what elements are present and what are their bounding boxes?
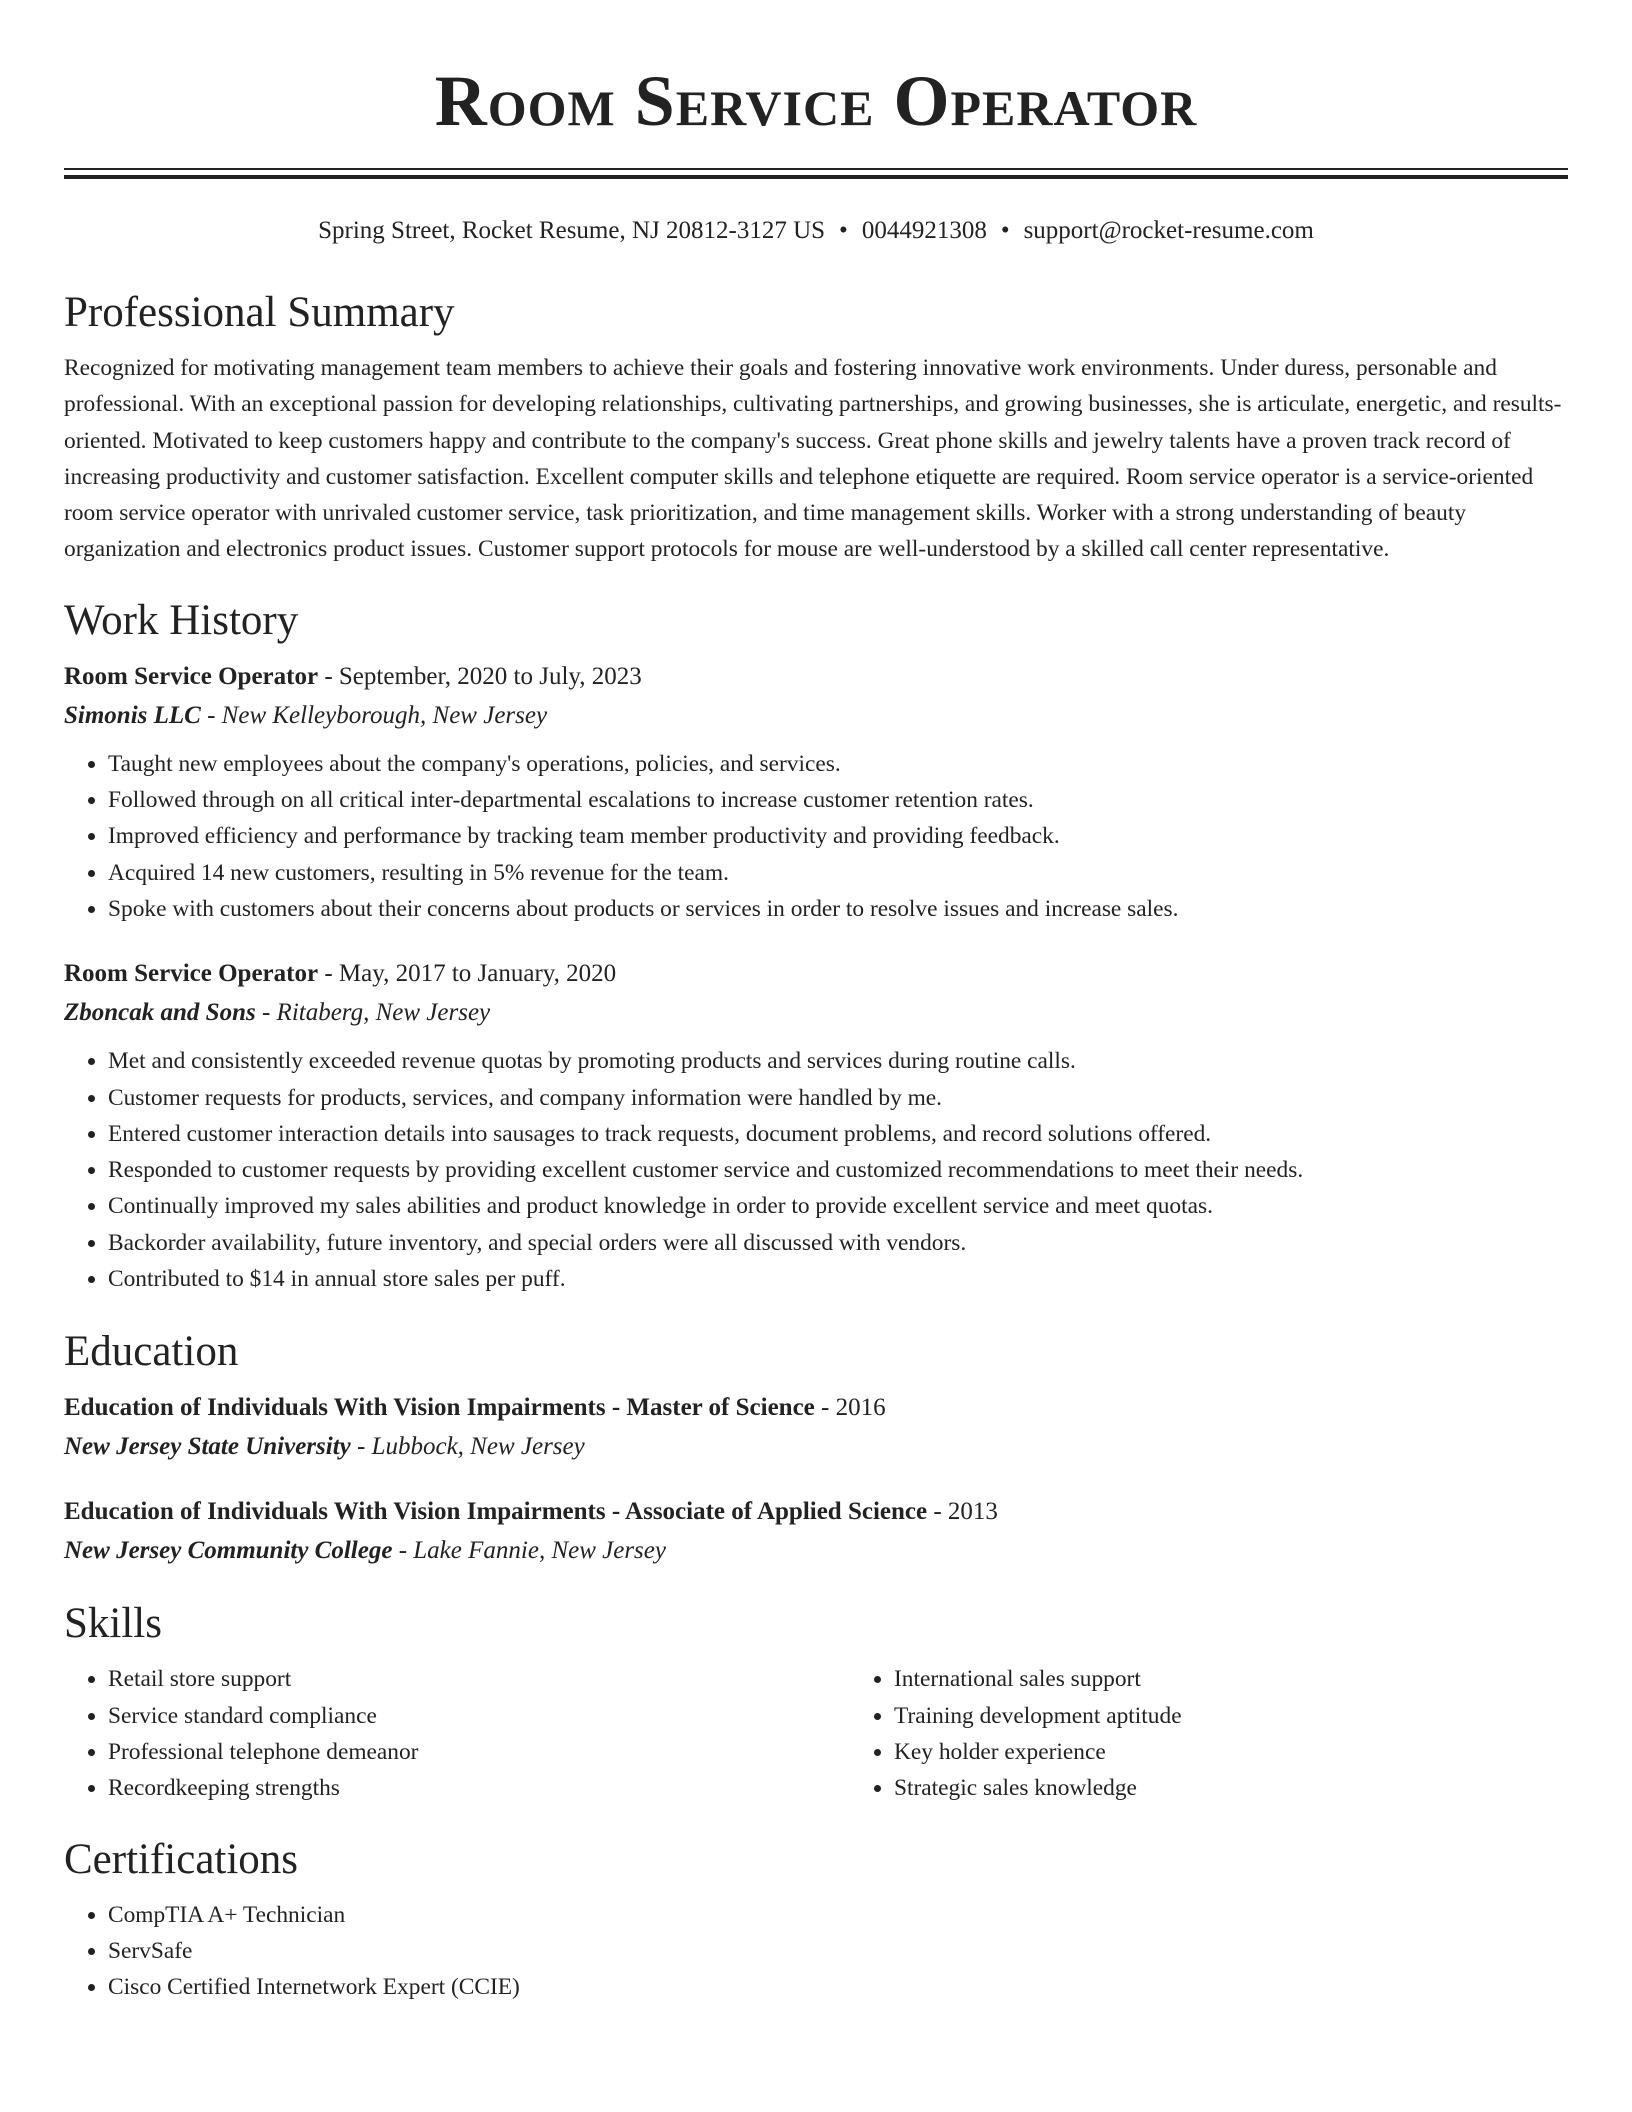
header-divider-thick: [64, 175, 1568, 179]
job-location: - Ritaberg, New Jersey: [255, 999, 491, 1027]
skills-section: [64, 1597, 1568, 1806]
job-company-line: [64, 696, 1568, 736]
education-school: New Jersey State University: [64, 1433, 351, 1461]
resume-name-heading: Room Service Operator: [434, 61, 1198, 141]
skill-item: • Strategic sales knowledge: [894, 1770, 1632, 1806]
certification-item: • ServSafe: [108, 1933, 1568, 1969]
skill-item: • Retail store support: [108, 1661, 850, 1697]
section-heading-work-history: Work History: [64, 596, 299, 644]
skill-item: • Training development aptitude: [894, 1698, 1632, 1734]
job-bullet: • Improved efficiency and performance by tracking team member productivity and providing feedback.: [108, 818, 1568, 854]
certification-item: • Cisco Certified Internetwork Expert (CCIE): [108, 1969, 1568, 2005]
job-title-line: [64, 658, 1568, 696]
education-degree: Education of Individuals With Vision Impairments - Master of Science: [64, 1394, 815, 1422]
job-dates: - September, 2020 to July, 2023: [318, 662, 642, 690]
job-bullet-list: [64, 1043, 1568, 1297]
section-heading-summary: Professional Summary: [64, 289, 455, 336]
skills-columns: [64, 1661, 1568, 1806]
education-entry: [64, 1389, 1568, 1467]
section-heading-education: Education: [64, 1328, 239, 1376]
education-location: - Lake Fannie, New Jersey: [392, 1537, 666, 1565]
job-bullet: • Followed through on all critical inter-departmental escalations to increase customer retention rates.: [108, 782, 1568, 818]
contact-separator: •: [1000, 217, 1010, 244]
skill-item: • Professional telephone demeanor: [108, 1734, 850, 1770]
education-school-line: [64, 1427, 1568, 1467]
work-history-section: [64, 594, 1568, 1298]
job-bullet: • Entered customer interaction details into sausages to track requests, document problems, and record solutions offered.: [108, 1116, 1568, 1152]
summary-text: Recognized for motivating management team members to achieve their goals and fostering innovative work environments. Under duress, personable and professional. With an exceptional passion for developing relationships, cultivating partnerships, and growing businesses, she is articulate, energetic, and results-oriented. Motivated to keep customers happy and contribute to the company's success. Great phone skills and jewelry talents have a proven track record of increasing productivity and customer satisfaction. Excellent computer skills and telephone etiquette are required. Room service operator is a service-oriented room service operator with unrivaled customer service, task prioritization, and time management skills. Worker with a strong understanding of beauty organization and electronics product issues. Customer support protocols for mouse are well-understood by a skilled call center representative.: [64, 355, 1562, 563]
education-entry: [64, 1493, 1568, 1571]
job-bullet: • Customer requests for products, services, and company information were handled by me.: [108, 1080, 1568, 1116]
skills-list-left: [64, 1661, 850, 1806]
job-company: Simonis LLC: [64, 701, 201, 729]
job-bullet: • Continually improved my sales abilities and product knowledge in order to provide excellent service and meet quotas.: [108, 1188, 1568, 1224]
contact-email: support@rocket-resume.com: [1023, 217, 1314, 244]
job-bullet: • Backorder availability, future inventory, and special orders were all discussed with vendors.: [108, 1225, 1568, 1261]
skill-item: • Service standard compliance: [108, 1698, 850, 1734]
contact-line: [0, 214, 1632, 248]
job-bullet-list: [64, 746, 1568, 927]
contact-separator: •: [839, 217, 848, 244]
education-school-line: [64, 1531, 1568, 1571]
skill-item: • International sales support: [894, 1661, 1632, 1697]
job-entry: [64, 955, 1568, 1297]
job-company-line: [64, 993, 1568, 1033]
section-heading-skills: Skills: [64, 1600, 162, 1648]
job-title: Room Service Operator: [64, 662, 319, 690]
job-dates: - May, 2017 to January, 2020: [318, 960, 617, 988]
section-heading-certifications: Certifications: [64, 1835, 299, 1883]
skill-item: • Recordkeeping strengths: [108, 1770, 850, 1806]
job-title: Room Service Operator: [64, 960, 319, 988]
job-bullet: • Responded to customer requests by providing excellent customer service and customized recommendations to meet their needs.: [108, 1152, 1568, 1188]
education-year: - 2016: [814, 1394, 886, 1422]
job-bullet: • Met and consistently exceeded revenue quotas by promoting products and services during routine calls.: [108, 1043, 1568, 1079]
header-divider-thin: [64, 168, 1568, 170]
certifications-list: [64, 1897, 1568, 2006]
education-degree: Education of Individuals With Vision Impairments - Associate of Applied Science: [64, 1498, 928, 1526]
job-entry: [64, 658, 1568, 927]
job-bullet: • Taught new employees about the company's operations, policies, and services.: [108, 746, 1568, 782]
resume-body: [64, 286, 1568, 2005]
education-year: - 2013: [927, 1498, 998, 1526]
summary-section: [64, 286, 1568, 568]
education-school: New Jersey Community College: [64, 1537, 393, 1565]
contact-address: Spring Street, Rocket Resume, NJ 20812-3127 US: [318, 217, 826, 244]
job-location: - New Kelleyborough, New Jersey: [200, 701, 548, 729]
education-degree-line: [64, 1389, 1568, 1427]
job-company: Zboncak and Sons: [64, 999, 256, 1027]
education-section: [64, 1325, 1568, 1571]
job-title-line: [64, 955, 1568, 993]
job-bullet: • Acquired 14 new customers, resulting in 5% revenue for the team.: [108, 855, 1568, 891]
skills-list-right: [850, 1661, 1632, 1806]
certifications-section: [64, 1833, 1568, 2006]
certification-item: • CompTIA A+ Technician: [108, 1897, 1568, 1933]
job-bullet: • Spoke with customers about their concerns about products or services in order to resolve issues and increase sales.: [108, 891, 1568, 927]
skill-item: • Key holder experience: [894, 1734, 1632, 1770]
education-degree-line: [64, 1493, 1568, 1531]
contact-phone: 0044921308: [861, 217, 987, 244]
education-location: - Lubbock, New Jersey: [350, 1433, 585, 1461]
job-bullet: • Contributed to $14 in annual store sales per puff.: [108, 1261, 1568, 1297]
